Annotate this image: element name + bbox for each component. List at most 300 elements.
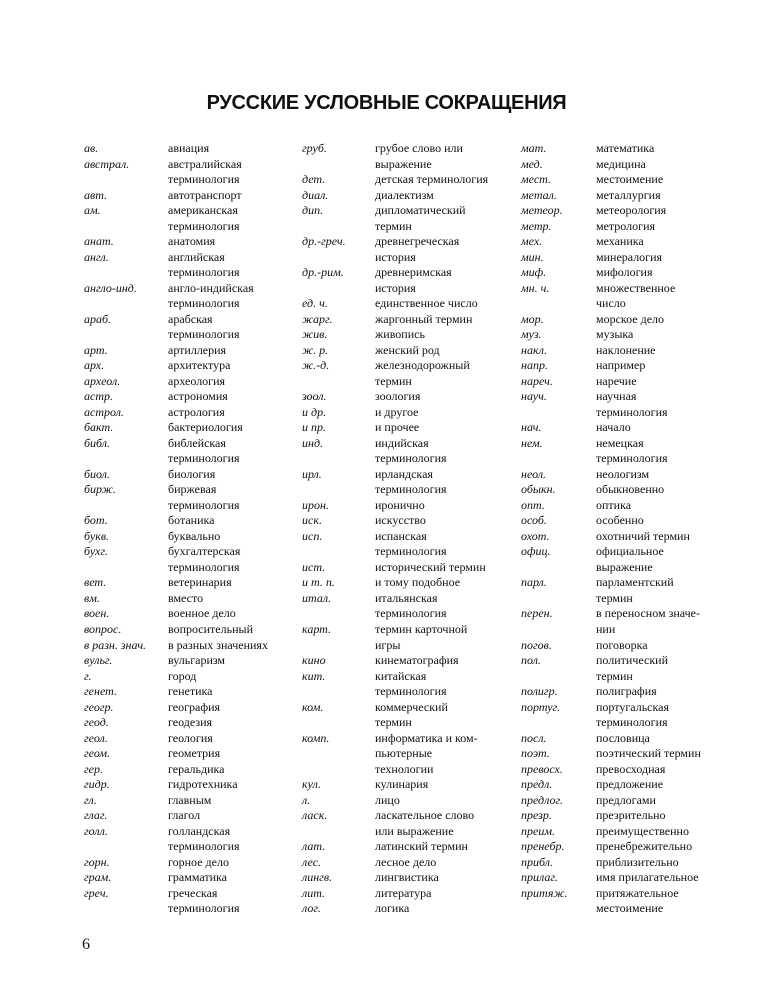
abbreviation-meaning: поэтический термин xyxy=(596,746,701,761)
abbreviation: гидр. xyxy=(84,777,110,792)
abbreviation-meaning: термин xyxy=(375,373,412,388)
abbreviation-meaning: генетика xyxy=(168,684,213,699)
abbreviation-entry xyxy=(302,436,488,452)
abbreviation-entry xyxy=(84,296,268,312)
abbreviation: мех. xyxy=(521,234,543,249)
abbreviation-meaning: глагол xyxy=(168,808,201,823)
abbreviation xyxy=(521,451,596,467)
abbreviation-meaning: немецкая xyxy=(596,435,644,450)
abbreviation-entry xyxy=(302,746,488,762)
abbreviation: охот. xyxy=(521,528,550,543)
abbreviation-meaning: терминология xyxy=(168,559,240,574)
abbreviation: итал. xyxy=(302,590,332,605)
abbreviation-meaning: астрономия xyxy=(168,389,228,404)
abbreviation-meaning: единственное число xyxy=(375,296,478,311)
abbreviation-entry xyxy=(84,327,268,343)
abbreviation-meaning: официальное xyxy=(596,544,664,559)
abbreviation-entry xyxy=(521,327,701,343)
abbreviation-entry xyxy=(84,219,268,235)
abbreviation-entry xyxy=(84,234,268,250)
abbreviation xyxy=(302,451,375,467)
abbreviation-entry xyxy=(84,653,268,669)
abbreviation-entry xyxy=(302,389,488,405)
abbreviation-entry xyxy=(84,606,268,622)
abbreviation-meaning: технологии xyxy=(375,761,434,776)
abbreviation: воен. xyxy=(84,606,110,621)
abbreviation-entry xyxy=(521,374,701,390)
abbreviation xyxy=(302,684,375,700)
abbreviation: карт. xyxy=(302,621,331,636)
abbreviation-entry xyxy=(521,855,701,871)
abbreviation: пренебр. xyxy=(521,839,565,854)
abbreviation-meaning: вульгаризм xyxy=(168,653,226,668)
abbreviation-meaning: терминология xyxy=(375,544,447,559)
abbreviation: мин. xyxy=(521,249,544,264)
abbreviation: дет. xyxy=(302,172,326,187)
abbreviation-entry xyxy=(84,358,268,374)
abbreviation-entry xyxy=(302,824,488,840)
abbreviation-meaning: морское дело xyxy=(596,311,665,326)
abbreviation-entry xyxy=(84,451,268,467)
abbreviation xyxy=(84,560,168,576)
abbreviation: греч. xyxy=(84,885,109,900)
abbreviation: преим. xyxy=(521,823,555,838)
abbreviation-entry xyxy=(84,498,268,514)
abbreviation: геогр. xyxy=(84,699,114,714)
abbreviation: астрол. xyxy=(84,404,124,419)
abbreviation: нач. xyxy=(521,420,542,435)
abbreviation xyxy=(521,715,596,731)
abbreviation-meaning: артиллерия xyxy=(168,342,227,357)
abbreviation: нареч. xyxy=(521,373,553,388)
abbreviation xyxy=(84,172,168,188)
abbreviation-meaning: минералогия xyxy=(596,249,663,264)
abbreviation: ком. xyxy=(302,699,324,714)
abbreviation-meaning: термин карточной xyxy=(375,621,468,636)
abbreviation-entry xyxy=(302,234,488,250)
abbreviation-meaning: число xyxy=(596,296,626,311)
abbreviation-meaning: терминология xyxy=(375,451,447,466)
abbreviation: др.-греч. xyxy=(302,234,346,249)
abbreviation-entry xyxy=(521,405,701,421)
abbreviation-entry xyxy=(84,436,268,452)
abbreviation-meaning: терминология xyxy=(168,327,240,342)
abbreviation-entry xyxy=(521,715,701,731)
abbreviation-meaning: метеорология xyxy=(596,203,667,218)
abbreviation: исп. xyxy=(302,528,323,543)
abbreviation: библ. xyxy=(84,435,111,450)
abbreviation-entry xyxy=(521,451,701,467)
abbreviation-entry xyxy=(302,281,488,297)
abbreviation-meaning: литература xyxy=(375,885,432,900)
abbreviation: и пр. xyxy=(302,420,326,435)
abbreviation-meaning: выражение xyxy=(375,156,432,171)
abbreviation xyxy=(302,715,375,731)
abbreviation-entry xyxy=(84,374,268,390)
abbreviation: метеор. xyxy=(521,203,563,218)
abbreviation-meaning: предлогами xyxy=(596,792,656,807)
abbreviation-entry xyxy=(84,886,268,902)
abbreviation-entry xyxy=(521,653,701,669)
abbreviation-meaning: выражение xyxy=(596,559,653,574)
abbreviation-meaning: металлургия xyxy=(596,187,661,202)
abbreviation-meaning: полиграфия xyxy=(596,684,657,699)
abbreviation-entry xyxy=(84,669,268,685)
abbreviation-entry xyxy=(84,172,268,188)
abbreviation-meaning: древнегреческая xyxy=(375,234,460,249)
abbreviation-entry xyxy=(521,467,701,483)
abbreviation-meaning: китайская xyxy=(375,668,427,683)
abbreviation-meaning: португальская xyxy=(596,699,669,714)
abbreviation-meaning: терминология xyxy=(375,684,447,699)
abbreviation-meaning: история xyxy=(375,280,416,295)
abbreviation-meaning: геральдика xyxy=(168,761,225,776)
abbreviation-meaning: диалектизм xyxy=(375,187,434,202)
abbreviation-entry xyxy=(521,870,701,886)
abbreviation-meaning: в разных значениях xyxy=(168,637,268,652)
abbreviation-entry xyxy=(521,793,701,809)
abbreviation-entry xyxy=(84,575,268,591)
abbreviation: опт. xyxy=(521,497,545,512)
abbreviation-meaning: пословица xyxy=(596,730,650,745)
abbreviation xyxy=(521,901,596,917)
abbreviation: вопрос. xyxy=(84,621,122,636)
abbreviation: генет. xyxy=(84,684,117,699)
abbreviation-meaning: терминология xyxy=(168,265,240,280)
abbreviation-entry xyxy=(521,901,701,917)
abbreviation-meaning: зоология xyxy=(375,389,421,404)
abbreviation: кул. xyxy=(302,777,321,792)
abbreviation-entry xyxy=(302,591,488,607)
abbreviation-entry xyxy=(521,203,701,219)
abbreviation-meaning: терминология xyxy=(168,901,240,916)
abbreviation: авт. xyxy=(84,187,108,202)
abbreviation: мед. xyxy=(521,156,543,171)
abbreviation-meaning: терминология xyxy=(168,296,240,311)
abbreviation xyxy=(302,482,375,498)
abbreviation: л. xyxy=(302,792,311,807)
abbreviation-meaning: терминология xyxy=(168,218,240,233)
abbreviation: инд. xyxy=(302,435,324,450)
abbreviation-meaning: женский род xyxy=(375,342,440,357)
abbreviation: кино xyxy=(302,653,326,668)
abbreviation: метр. xyxy=(521,218,552,233)
abbreviation-meaning: и прочее xyxy=(375,420,420,435)
abbreviation-meaning: терминология xyxy=(596,451,668,466)
abbreviation-entry xyxy=(521,312,701,328)
abbreviation-meaning: парламентский xyxy=(596,575,674,590)
abbreviation: бухг. xyxy=(84,544,108,559)
abbreviation-entry xyxy=(521,172,701,188)
abbreviation-column-1 xyxy=(84,141,268,917)
abbreviation-meaning: дипломатический xyxy=(375,203,466,218)
abbreviation: поэт. xyxy=(521,746,550,761)
abbreviation-entry xyxy=(302,451,488,467)
abbreviation-entry xyxy=(521,575,701,591)
abbreviation: миф. xyxy=(521,265,547,280)
abbreviation-entry xyxy=(521,188,701,204)
abbreviation-entry xyxy=(521,839,701,855)
abbreviation: вульг. xyxy=(84,653,113,668)
abbreviation: биол. xyxy=(84,466,110,481)
abbreviation-meaning: исторический термин xyxy=(375,559,486,574)
abbreviation-meaning: терминология xyxy=(168,172,240,187)
abbreviation-entry xyxy=(302,575,488,591)
abbreviation-meaning: коммерческий xyxy=(375,699,448,714)
abbreviation: лат. xyxy=(302,839,326,854)
abbreviation: араб. xyxy=(84,311,112,326)
abbreviation-entry xyxy=(84,141,268,157)
abbreviation-meaning: и тому подобное xyxy=(375,575,461,590)
abbreviation-entry xyxy=(521,762,701,778)
abbreviation-meaning: древнеримская xyxy=(375,265,452,280)
abbreviation-meaning: терминология xyxy=(596,715,668,730)
abbreviation: в разн. знач. xyxy=(84,637,147,652)
abbreviation-entry xyxy=(521,606,701,622)
abbreviation: погов. xyxy=(521,637,552,652)
abbreviation-meaning: музыка xyxy=(596,327,634,342)
abbreviation-meaning: астрология xyxy=(168,404,225,419)
abbreviation: англо-инд. xyxy=(84,280,137,295)
abbreviation: вет. xyxy=(84,575,107,590)
abbreviation-entry xyxy=(84,544,268,560)
abbreviation xyxy=(521,296,596,312)
abbreviation-entry xyxy=(302,312,488,328)
abbreviation: г. xyxy=(84,668,92,683)
abbreviation: притяж. xyxy=(521,885,568,900)
abbreviation: вм. xyxy=(84,590,100,605)
abbreviation-entry xyxy=(521,622,701,638)
abbreviation-meaning: археология xyxy=(168,373,226,388)
abbreviation: комп. xyxy=(302,730,330,745)
abbreviation: особ. xyxy=(521,513,547,528)
abbreviation-entry xyxy=(521,746,701,762)
abbreviation-entry xyxy=(84,467,268,483)
abbreviation-meaning: американская xyxy=(168,203,238,218)
abbreviation-meaning: в переносном значе- xyxy=(596,606,700,621)
abbreviation xyxy=(302,157,375,173)
abbreviation-meaning: метрология xyxy=(596,218,656,233)
abbreviation-entry xyxy=(521,281,701,297)
abbreviation-entry xyxy=(521,777,701,793)
abbreviation-entry xyxy=(84,203,268,219)
abbreviation: др.-рим. xyxy=(302,265,344,280)
abbreviation-entry xyxy=(302,343,488,359)
abbreviation: португ. xyxy=(521,699,561,714)
abbreviation-entry xyxy=(84,389,268,405)
abbreviation-entry xyxy=(302,188,488,204)
abbreviation xyxy=(521,560,596,576)
abbreviation: обыкн. xyxy=(521,482,556,497)
abbreviation-entry xyxy=(84,638,268,654)
abbreviation-entry xyxy=(84,762,268,778)
abbreviation: ж.-д. xyxy=(302,358,330,373)
abbreviation-entry xyxy=(84,777,268,793)
abbreviation-entry xyxy=(302,358,488,374)
abbreviation-entry xyxy=(84,343,268,359)
abbreviation-entry xyxy=(521,250,701,266)
abbreviation: ам. xyxy=(84,203,101,218)
abbreviation-meaning: искусство xyxy=(375,513,426,528)
abbreviation-meaning: испанская xyxy=(375,528,427,543)
abbreviation: неол. xyxy=(521,466,547,481)
page-title: РУССКИЕ УСЛОВНЫЕ СОКРАЩЕНИЯ xyxy=(206,92,567,114)
abbreviation-entry xyxy=(84,513,268,529)
abbreviation xyxy=(302,219,375,235)
abbreviation-meaning: военное дело xyxy=(168,606,236,621)
abbreviation-entry xyxy=(302,731,488,747)
abbreviation-entry xyxy=(302,172,488,188)
abbreviation-meaning: поговорка xyxy=(596,637,648,652)
abbreviation-entry xyxy=(84,870,268,886)
abbreviation-entry xyxy=(84,157,268,173)
abbreviation-entry xyxy=(302,513,488,529)
abbreviation: мор. xyxy=(521,311,544,326)
abbreviation-entry xyxy=(521,684,701,700)
abbreviation-meaning: бактериология xyxy=(168,420,243,435)
abbreviation-entry xyxy=(302,700,488,716)
abbreviation: предл. xyxy=(521,777,553,792)
abbreviation: гер. xyxy=(84,761,104,776)
abbreviation: ав. xyxy=(84,141,99,155)
abbreviation-entry xyxy=(302,638,488,654)
abbreviation-entry xyxy=(302,219,488,235)
abbreviation: прилаг. xyxy=(521,870,558,885)
abbreviation-meaning: главным xyxy=(168,792,212,807)
abbreviation-meaning: жаргонный термин xyxy=(375,311,473,326)
abbreviation-meaning: приблизительно xyxy=(596,854,679,869)
abbreviation: лес. xyxy=(302,854,322,869)
abbreviation-meaning: предложение xyxy=(596,777,664,792)
abbreviation-meaning: пренебрежительно xyxy=(596,839,693,854)
abbreviation-entry xyxy=(521,498,701,514)
abbreviation-meaning: множественное xyxy=(596,280,676,295)
abbreviation: глаг. xyxy=(84,808,108,823)
abbreviation-meaning: лингвистика xyxy=(375,870,439,885)
abbreviation-meaning: местоимение xyxy=(596,172,664,187)
abbreviation-entry xyxy=(521,141,701,157)
abbreviation-entry xyxy=(302,606,488,622)
abbreviation-column-3 xyxy=(521,141,701,917)
abbreviation-entry xyxy=(84,265,268,281)
abbreviation: букв. xyxy=(84,528,110,543)
abbreviation-entry xyxy=(302,203,488,219)
abbreviation-entry xyxy=(302,870,488,886)
abbreviation: геол. xyxy=(84,730,108,745)
abbreviation-entry xyxy=(521,886,701,902)
abbreviation-meaning: термин xyxy=(596,668,633,683)
abbreviation: прибл. xyxy=(521,854,553,869)
abbreviation: геод. xyxy=(84,715,109,730)
abbreviation-meaning: ирландская xyxy=(375,466,433,481)
abbreviation-meaning: вместо xyxy=(168,590,204,605)
abbreviation-meaning: грубое слово или xyxy=(375,141,463,155)
abbreviation-meaning: гидротехника xyxy=(168,777,238,792)
abbreviation-meaning: железнодорожный xyxy=(375,358,470,373)
abbreviation-meaning: мифология xyxy=(596,265,653,280)
abbreviation: напр. xyxy=(521,358,548,373)
abbreviation-meaning: авиация xyxy=(168,141,210,155)
abbreviation: груб. xyxy=(302,141,327,155)
abbreviation: археол. xyxy=(84,373,121,388)
abbreviation: метал. xyxy=(521,187,557,202)
abbreviation: арт. xyxy=(84,342,108,357)
abbreviation-entry xyxy=(521,591,701,607)
abbreviation-entry xyxy=(302,886,488,902)
abbreviation-meaning: голландская xyxy=(168,823,231,838)
abbreviation: мат. xyxy=(521,141,547,155)
abbreviation-meaning: презрительно xyxy=(596,808,666,823)
abbreviation: мест. xyxy=(521,172,551,187)
abbreviation-entry xyxy=(84,901,268,917)
abbreviation-entry xyxy=(302,839,488,855)
abbreviation: зоол. xyxy=(302,389,327,404)
abbreviation xyxy=(84,265,168,281)
abbreviation-meaning: охотничий термин xyxy=(596,528,690,543)
abbreviation-entry xyxy=(302,405,488,421)
abbreviation-entry xyxy=(521,482,701,498)
abbreviation-entry xyxy=(84,808,268,824)
abbreviation: лог. xyxy=(302,901,321,916)
abbreviation-meaning: биология xyxy=(168,466,216,481)
abbreviation-entry xyxy=(521,234,701,250)
abbreviation-entry xyxy=(302,653,488,669)
abbreviation: посл. xyxy=(521,730,547,745)
abbreviation: жив. xyxy=(302,327,328,342)
abbreviation-entry xyxy=(302,327,488,343)
abbreviation xyxy=(302,762,375,778)
abbreviation xyxy=(302,746,375,762)
abbreviation-entry xyxy=(84,824,268,840)
abbreviation-entry xyxy=(521,343,701,359)
abbreviation: и др. xyxy=(302,404,327,419)
abbreviation-entry xyxy=(84,731,268,747)
abbreviation-meaning: информатика и ком- xyxy=(375,730,478,745)
abbreviation: иск. xyxy=(302,513,322,528)
page-number: 6 xyxy=(82,936,90,953)
abbreviation xyxy=(302,606,375,622)
abbreviation-meaning: анатомия xyxy=(168,234,216,249)
abbreviation: австрал. xyxy=(84,156,130,171)
abbreviation-meaning: архитектура xyxy=(168,358,231,373)
abbreviation-entry xyxy=(302,793,488,809)
abbreviation: бакт. xyxy=(84,420,114,435)
abbreviation-entry xyxy=(84,482,268,498)
abbreviation-entry xyxy=(521,358,701,374)
abbreviation-meaning: например xyxy=(596,358,646,373)
abbreviation-entry xyxy=(521,265,701,281)
abbreviation-meaning: живопись xyxy=(375,327,425,342)
abbreviation-meaning: местоимение xyxy=(596,901,664,916)
abbreviation-meaning: притяжательное xyxy=(596,885,679,900)
abbreviation-entry xyxy=(84,684,268,700)
abbreviation-entry xyxy=(84,700,268,716)
abbreviation: науч. xyxy=(521,389,547,404)
abbreviation-entry xyxy=(84,855,268,871)
abbreviation-entry xyxy=(84,405,268,421)
abbreviation-entry xyxy=(521,808,701,824)
abbreviation-entry xyxy=(302,529,488,545)
abbreviation: лит. xyxy=(302,885,326,900)
abbreviation-entry xyxy=(521,638,701,654)
abbreviation-entry xyxy=(302,296,488,312)
abbreviation-entry xyxy=(302,715,488,731)
abbreviation: арх. xyxy=(84,358,105,373)
abbreviation-meaning: превосходная xyxy=(596,761,666,776)
abbreviation-entry xyxy=(521,157,701,173)
abbreviation-meaning: логика xyxy=(375,901,410,916)
abbreviation: лингв. xyxy=(302,870,333,885)
